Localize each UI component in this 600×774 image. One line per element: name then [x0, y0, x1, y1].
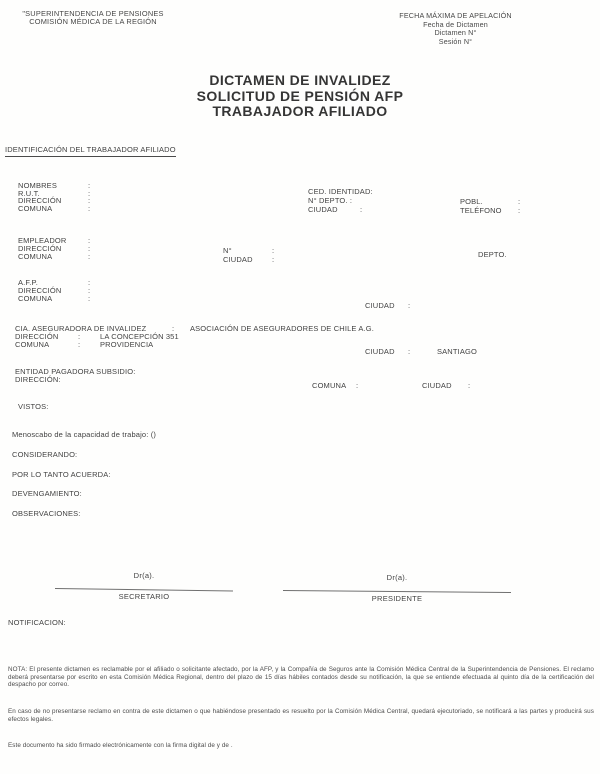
- label-direccion-afp: DIRECCIÓN: [18, 286, 62, 295]
- org-line1: "SUPERINTENDENCIA DE PENSIONES: [22, 9, 164, 18]
- section-vistos: VISTOS:: [18, 402, 49, 411]
- colon-separator: :: [272, 246, 275, 255]
- label-depto-employer: DEPTO.: [478, 250, 507, 259]
- section-por-lo-tanto: POR LO TANTO ACUERDA:: [12, 470, 111, 479]
- dictamen-number-label: Dictamen N°: [434, 28, 477, 38]
- title-line2: SOLICITUD DE PENSIÓN AFP: [196, 87, 404, 104]
- colon-separator: :: [408, 301, 411, 310]
- label-numero-employer: N°: [223, 246, 232, 255]
- appeal-header: [348, 12, 563, 46]
- colon-separator: :: [408, 347, 411, 356]
- secretario-dr-label: Dr(a).: [133, 571, 155, 580]
- colon-separator: :: [356, 381, 359, 390]
- label-empleador: EMPLEADOR: [18, 236, 67, 245]
- colon-separator: :: [78, 340, 81, 349]
- session-number-label: Sesión N°: [438, 36, 473, 46]
- value-cia-aseguradora: ASOCIACIÓN DE ASEGURADORES DE CHILE A.G.: [190, 324, 374, 333]
- title-line1: DICTAMEN DE INVALIDEZ: [209, 72, 391, 88]
- label-direccion-worker: DIRECCIÓN: [18, 196, 62, 205]
- dictamen-date-label: Fecha de Dictamen: [423, 19, 488, 29]
- presidente-dr-label: Dr(a).: [386, 573, 408, 582]
- section-worker-heading: IDENTIFICACIÓN DEL TRABAJADOR AFILIADO: [5, 145, 176, 157]
- value-ciudad-insurer: SANTIAGO: [437, 347, 477, 356]
- label-cia-aseguradora: CIA. ASEGURADORA DE INVALIDEZ: [15, 324, 147, 333]
- value-comuna-insurer: PROVIDENCIA: [100, 340, 154, 349]
- value-direccion-insurer: LA CONCEPCIÓN 351: [100, 332, 179, 341]
- label-rut: R.U.T.: [18, 189, 40, 198]
- label-comuna-employer: COMUNA: [18, 252, 53, 261]
- colon-separator: :: [360, 205, 363, 214]
- presidente-signature-line: [283, 590, 511, 593]
- colon-separator: :: [88, 286, 91, 295]
- label-n-depto: N° DEPTO. :: [308, 196, 353, 205]
- label-afp: A.F.P.: [18, 278, 38, 287]
- document-title: [0, 73, 600, 120]
- label-telefono: TELÉFONO: [460, 206, 502, 215]
- colon-separator: :: [468, 381, 471, 390]
- label-ciudad-worker: CIUDAD: [308, 205, 338, 214]
- colon-separator: :: [88, 189, 91, 198]
- label-direccion-employer: DIRECCIÓN: [18, 244, 62, 253]
- label-pobl: POBL.: [460, 197, 483, 206]
- section-considerando: CONSIDERANDO:: [12, 450, 78, 459]
- secretario-signature-line: [55, 588, 233, 591]
- colon-separator: :: [88, 196, 91, 205]
- secretario-role-label: SECRETARIO: [118, 592, 170, 601]
- section-notificacion: NOTIFICACION:: [8, 618, 66, 627]
- colon-separator: :: [272, 255, 275, 264]
- presidente-role-label: PRESIDENTE: [371, 594, 423, 603]
- label-ciudad-subsidy: CIUDAD: [422, 381, 452, 390]
- menoscabo-line: Menoscabo de la capacidad de trabajo: (): [12, 430, 157, 439]
- footer-nota-paragraph: NOTA: El presente dictamen es reclamable por el afiliado o solicitante afectado, por la AFP, y la Compañía de Seguros ante la Comisión Médica Central de la Superintendencia de Pensiones. El reclamo deberá presentarse por escrito en esta Comisión Médica Regional, dentro del plazo de 15 días hábiles contados desde su notificación, la que se entiende efectuada al quinto día de la certificación del despacho por correo.: [8, 666, 594, 689]
- colon-separator: :: [88, 252, 91, 261]
- footer-firma-digital-line: Este documento ha sido firmado electrónicamente con la firma digital de y de .: [8, 742, 233, 749]
- label-ciudad-insurer: CIUDAD: [365, 347, 395, 356]
- label-comuna-afp: COMUNA: [18, 294, 53, 303]
- section-observaciones: OBSERVACIONES:: [12, 509, 81, 518]
- section-devengamiento: DEVENGAMIENTO:: [12, 489, 82, 498]
- colon-separator: :: [88, 181, 91, 190]
- label-comuna-subsidy: COMUNA: [312, 381, 347, 390]
- colon-separator: :: [88, 278, 91, 287]
- colon-separator: :: [88, 236, 91, 245]
- label-ced-identidad: CED. IDENTIDAD:: [308, 187, 373, 196]
- org-line2: COMISIÓN MÉDICA DE LA REGIÓN: [29, 17, 157, 27]
- label-comuna-worker: COMUNA: [18, 204, 53, 213]
- colon-separator: :: [88, 244, 91, 253]
- label-direccion-subsidy: DIRECCIÓN:: [15, 375, 61, 384]
- appeal-max-date-label: FECHA MÁXIMA DE APELACIÓN: [399, 11, 512, 20]
- label-ciudad-afp: CIUDAD: [365, 301, 395, 310]
- label-ciudad-employer: CIUDAD: [223, 255, 253, 264]
- label-entidad-pagadora: ENTIDAD PAGADORA SUBSIDIO:: [15, 367, 136, 376]
- colon-separator: :: [172, 324, 175, 333]
- colon-separator: :: [518, 197, 521, 206]
- colon-separator: :: [88, 294, 91, 303]
- colon-separator: :: [78, 332, 81, 341]
- label-direccion-insurer: DIRECCIÓN: [15, 332, 59, 341]
- label-comuna-insurer: COMUNA: [15, 340, 50, 349]
- colon-separator: :: [88, 204, 91, 213]
- org-header: [8, 10, 178, 27]
- label-nombres: NOMBRES: [18, 181, 57, 190]
- title-line3: TRABAJADOR AFILIADO: [212, 103, 388, 119]
- footer-reclamo-paragraph: En caso de no presentarse reclamo en contra de este dictamen o que habiéndose presentado es resuelto por la Comisión Médica Central, quedará ejecutoriado, se notificará a las partes y producirá sus efectos legales.: [8, 708, 594, 723]
- colon-separator: :: [518, 206, 521, 215]
